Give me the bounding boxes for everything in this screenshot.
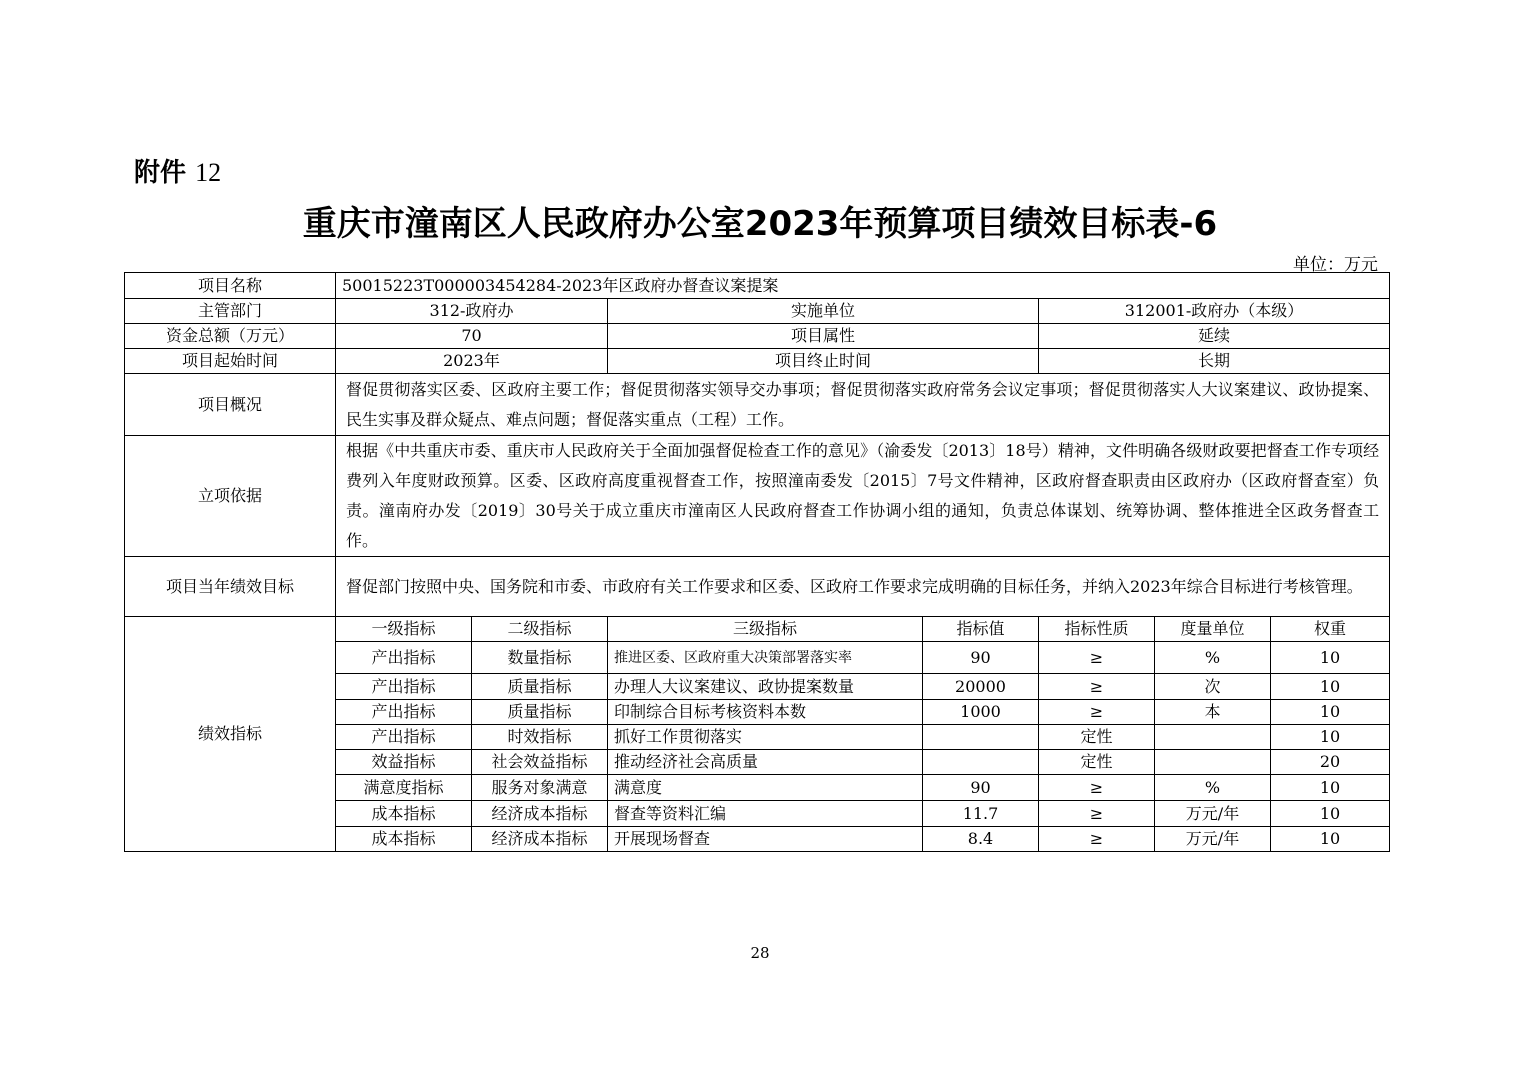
row-overview — [125, 374, 1390, 436]
basis-value: 根据《中共重庆市委、重庆市人民政府关于全面加强督促检查工作的意见》（渝委发〔2013〕18号）精神，文件明确各级财政要把督查工作专项经费列入年度财政预算。区委、区政府高度重视督查工作，按照潼南委发〔2015〕7号文件精神，区政府督查职责由区政府办（区政府督查室）负责。潼南府办发〔2019〕30号关于成立重庆市潼南区人民政府督查工作协调小组的通知，负责总体谋划、统筹协调、整体推进全区政务督查工作。 — [336, 436, 1390, 557]
row-l2: 经济成本指标 — [472, 801, 608, 827]
row-l3: 开展现场督查 — [608, 827, 923, 852]
row-nature: 定性 — [1039, 750, 1155, 775]
row-unit: 本 — [1155, 700, 1271, 725]
basis-label: 立项依据 — [125, 436, 336, 557]
row-value — [923, 725, 1039, 750]
goal-value: 督促部门按照中央、国务院和市委、市政府有关工作要求和区委、区政府工作要求完成明确的目标任务，并纳入2023年综合目标进行考核管理。 — [336, 557, 1390, 617]
row-l1: 成本指标 — [336, 801, 472, 827]
row-value: 20000 — [923, 674, 1039, 700]
row-weight: 10 — [1271, 827, 1390, 852]
row-l1: 满意度指标 — [336, 775, 472, 801]
attachment-label-text: 附件 — [134, 158, 187, 188]
row-value: 90 — [923, 775, 1039, 801]
row-weight: 10 — [1271, 674, 1390, 700]
project-name-value: 50015223T000003454284-2023年区政府办督查议案提案 — [336, 273, 1390, 299]
row-weight: 10 — [1271, 725, 1390, 750]
row-unit — [1155, 750, 1271, 775]
row-weight: 10 — [1271, 642, 1390, 674]
row-nature: ≥ — [1039, 642, 1155, 674]
goal-label: 项目当年绩效目标 — [125, 557, 336, 617]
impl-value: 312001-政府办（本级） — [1039, 299, 1390, 324]
impl-label: 实施单位 — [608, 299, 1039, 324]
overview-value: 督促贯彻落实区委、区政府主要工作；督促贯彻落实领导交办事项；督促贯彻落实政府常务会议定事项；督促贯彻落实人大议案建议、政协提案、民生实事及群众疑点、难点问题；督促落实重点（工程）工作。 — [336, 374, 1390, 436]
row-l1: 产出指标 — [336, 725, 472, 750]
header-value: 指标值 — [923, 617, 1039, 642]
header-l1: 一级指标 — [336, 617, 472, 642]
dept-label: 主管部门 — [125, 299, 336, 324]
start-label: 项目起始时间 — [125, 349, 336, 374]
performance-target-table — [124, 272, 1390, 852]
row-nature: ≥ — [1039, 700, 1155, 725]
row-l2: 质量指标 — [472, 700, 608, 725]
dept-value: 312-政府办 — [336, 299, 608, 324]
attr-label: 项目属性 — [608, 324, 1039, 349]
attachment-label — [134, 152, 221, 189]
row-nature: ≥ — [1039, 775, 1155, 801]
indicators-section-label: 绩效指标 — [125, 617, 336, 852]
end-label: 项目终止时间 — [608, 349, 1039, 374]
row-l1: 产出指标 — [336, 642, 472, 674]
page-title: 重庆市潼南区人民政府办公室2023年预算项目绩效目标表-6 — [302, 204, 1218, 244]
row-l2: 社会效益指标 — [472, 750, 608, 775]
row-unit: % — [1155, 775, 1271, 801]
row-value: 90 — [923, 642, 1039, 674]
header-weight: 权重 — [1271, 617, 1390, 642]
row-unit — [1155, 725, 1271, 750]
row-unit: 次 — [1155, 674, 1271, 700]
end-value: 长期 — [1039, 349, 1390, 374]
project-name-label: 项目名称 — [125, 273, 336, 299]
row-nature: ≥ — [1039, 801, 1155, 827]
row-fund — [125, 324, 1390, 349]
row-dept — [125, 299, 1390, 324]
start-value: 2023年 — [336, 349, 608, 374]
row-value: 1000 — [923, 700, 1039, 725]
row-value: 8.4 — [923, 827, 1039, 852]
header-l3: 三级指标 — [608, 617, 923, 642]
row-l2: 服务对象满意 — [472, 775, 608, 801]
unit-label: 单位：万元 — [1293, 255, 1378, 275]
row-weight: 10 — [1271, 700, 1390, 725]
row-nature: 定性 — [1039, 725, 1155, 750]
row-l3: 督查等资料汇编 — [608, 801, 923, 827]
attr-value: 延续 — [1039, 324, 1390, 349]
page-number: 28 — [750, 944, 770, 962]
row-l3: 推动经济社会高质量 — [608, 750, 923, 775]
indicator-header-row — [125, 617, 1390, 642]
row-weight: 20 — [1271, 750, 1390, 775]
row-weight: 10 — [1271, 801, 1390, 827]
row-unit: 万元/年 — [1155, 827, 1271, 852]
row-goal — [125, 557, 1390, 617]
row-value: 11.7 — [923, 801, 1039, 827]
header-l2: 二级指标 — [472, 617, 608, 642]
row-l3: 抓好工作贯彻落实 — [608, 725, 923, 750]
attachment-number: 12 — [195, 158, 222, 187]
header-unit: 度量单位 — [1155, 617, 1271, 642]
row-l2: 数量指标 — [472, 642, 608, 674]
row-project-name — [125, 273, 1390, 299]
fund-label: 资金总额（万元） — [125, 324, 336, 349]
header-nature: 指标性质 — [1039, 617, 1155, 642]
row-l2: 时效指标 — [472, 725, 608, 750]
row-l3: 办理人大议案建议、政协提案数量 — [608, 674, 923, 700]
row-time — [125, 349, 1390, 374]
row-weight: 10 — [1271, 775, 1390, 801]
row-l3: 印制综合目标考核资料本数 — [608, 700, 923, 725]
row-unit: % — [1155, 642, 1271, 674]
fund-value: 70 — [336, 324, 608, 349]
row-unit: 万元/年 — [1155, 801, 1271, 827]
row-nature: ≥ — [1039, 827, 1155, 852]
row-l2: 质量指标 — [472, 674, 608, 700]
row-l1: 产出指标 — [336, 700, 472, 725]
row-l3: 推进区委、区政府重大决策部署落实率 — [608, 642, 923, 674]
row-l2: 经济成本指标 — [472, 827, 608, 852]
overview-label: 项目概况 — [125, 374, 336, 436]
row-value — [923, 750, 1039, 775]
row-l1: 成本指标 — [336, 827, 472, 852]
row-l3: 满意度 — [608, 775, 923, 801]
row-l1: 效益指标 — [336, 750, 472, 775]
row-basis — [125, 436, 1390, 557]
row-l1: 产出指标 — [336, 674, 472, 700]
row-nature: ≥ — [1039, 674, 1155, 700]
